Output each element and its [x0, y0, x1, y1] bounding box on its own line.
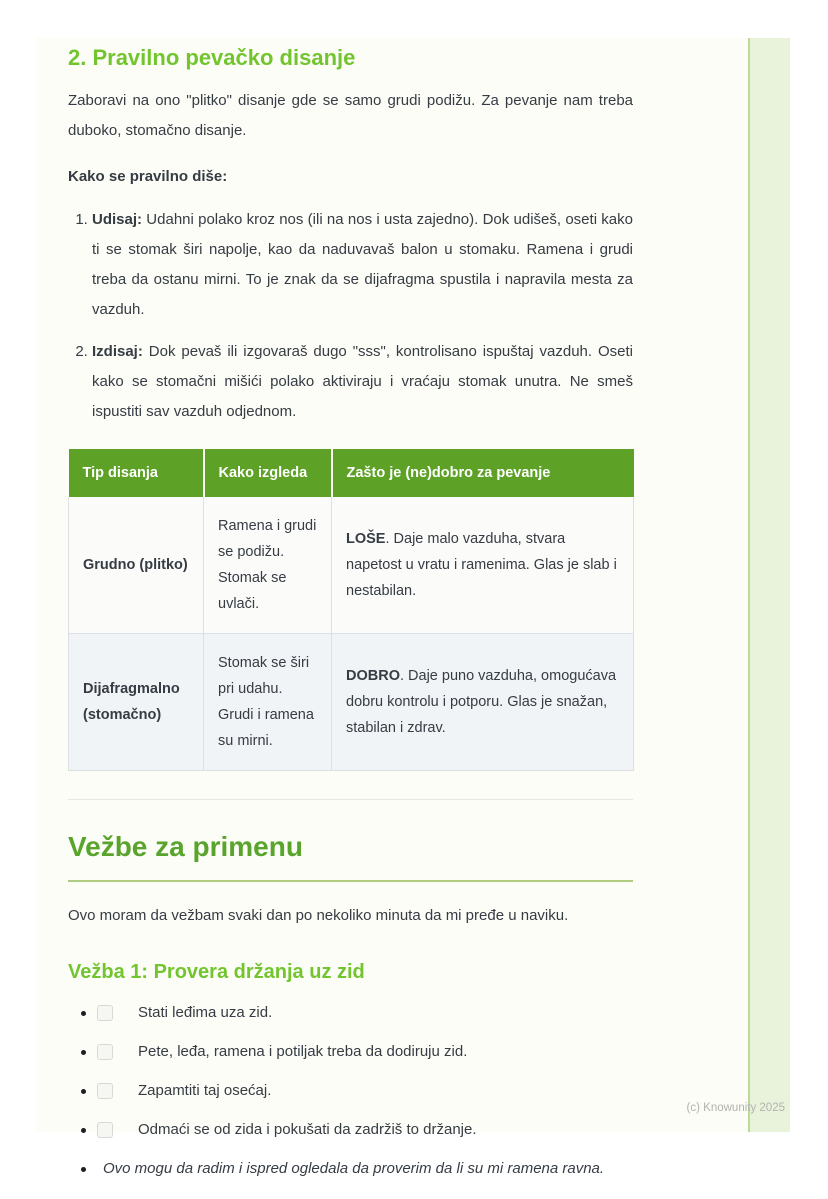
- checklist-item-text: Stati leđima uza zid.: [138, 1004, 273, 1021]
- bullet-icon: [81, 1050, 86, 1055]
- checklist-item: [68, 1082, 633, 1100]
- step-text: Dok pevaš ili izgovaraš dugo "sss", kontrolisano ispuštaj vazduh. Oseti kako se stomačni mišići polako aktiviraju i vraćaju stomak unutra. Ne smeš ispustiti sav vazduh odjednom.: [92, 343, 633, 420]
- table-row-diaphragm: [69, 634, 634, 771]
- bullet-icon: [81, 1089, 86, 1094]
- step-item-exhale: [92, 337, 633, 427]
- subheading-how-to-breathe: Kako se pravilno diše:: [68, 168, 228, 185]
- cell-type: Grudno (plitko): [69, 497, 204, 634]
- checklist-item: [68, 1004, 633, 1022]
- verdict-label: DOBRO: [346, 668, 400, 684]
- breathing-steps-list: [68, 205, 633, 427]
- checklist-item: [68, 1043, 633, 1061]
- page-edge-strip: [748, 38, 790, 1132]
- note-item-text: Ovo mogu da radim i ispred ogledala da proverim da li su mi ramena ravna.: [103, 1160, 605, 1177]
- checklist-item-text: Odmaći se od zida i pokušati da zadržiš to držanje.: [138, 1121, 477, 1138]
- table-row-chest: [69, 497, 634, 634]
- verdict-text: . Daje puno vazduha, omogućava dobru kontrolu i potporu. Glas je snažan, stabilan i zdrav.: [346, 668, 617, 736]
- table-header-type: Tip disanja: [69, 449, 204, 497]
- exercise-1-heading: Vežba 1: Provera držanja uz zid: [68, 961, 365, 983]
- page-content: [68, 38, 633, 1199]
- checklist-item: [68, 1121, 633, 1139]
- step-label: Udisaj:: [92, 211, 143, 228]
- step-item-inhale: [92, 205, 633, 325]
- verdict-label: LOŠE: [346, 531, 386, 547]
- cell-verdict: [332, 497, 634, 634]
- watermark: (c) Knowunity 2025: [686, 1102, 785, 1114]
- checkbox[interactable]: [97, 1083, 113, 1099]
- section-divider: [68, 799, 633, 800]
- breathing-types-table: [68, 449, 634, 771]
- bullet-icon: [81, 1128, 86, 1133]
- checklist-item-text: Pete, leđa, ramena i potiljak treba da dodiruju zid.: [138, 1043, 468, 1060]
- cell-type: Dijafragmalno (stomačno): [69, 634, 204, 771]
- checkbox[interactable]: [97, 1122, 113, 1138]
- checklist-item-text: Zapamtiti taj osećaj.: [138, 1082, 272, 1099]
- table-header-looks: Kako izgleda: [204, 449, 332, 497]
- checkbox[interactable]: [97, 1005, 113, 1021]
- bullet-icon: [81, 1011, 86, 1016]
- intro-paragraph: Zaboravi na ono "plitko" disanje gde se samo grudi podižu. Za pevanje nam treba duboko, stomačno disanje.: [68, 92, 633, 139]
- cell-verdict: [332, 634, 634, 771]
- verdict-text: . Daje malo vazduha, stvara napetost u vratu i ramenima. Glas je slab i nestabilan.: [346, 531, 617, 599]
- exercise-checklist: [68, 1004, 633, 1178]
- section-heading-exercises: Vežbe za primenu: [68, 830, 633, 882]
- step-text: Udahni polako kroz nos (ili na nos i usta zajedno). Dok udišeš, oseti kako ti se stomak širi napolje, kao da naduvavaš balon u stomaku. Ramena i grudi treba da ostanu mirni. To je znak da se dijafragma spustila i napravila mesta za vazduh.: [92, 211, 633, 318]
- section-heading-breathing: 2. Pravilno pevačko disanje: [68, 45, 356, 70]
- note-item: [68, 1160, 633, 1178]
- table-header-row: [69, 449, 634, 497]
- exercises-intro-paragraph: Ovo moram da vežbam svaki dan po nekoliko minuta da mi pređe u naviku.: [68, 907, 569, 924]
- checkbox[interactable]: [97, 1044, 113, 1060]
- table-header-verdict: Zašto je (ne)dobro za pevanje: [332, 449, 634, 497]
- note-page-card: [36, 38, 748, 1177]
- cell-looks: Stomak se širi pri udahu. Grudi i ramena su mirni.: [204, 634, 332, 771]
- cell-looks: Ramena i grudi se podižu. Stomak se uvlači.: [204, 497, 332, 634]
- step-label: Izdisaj:: [92, 343, 143, 360]
